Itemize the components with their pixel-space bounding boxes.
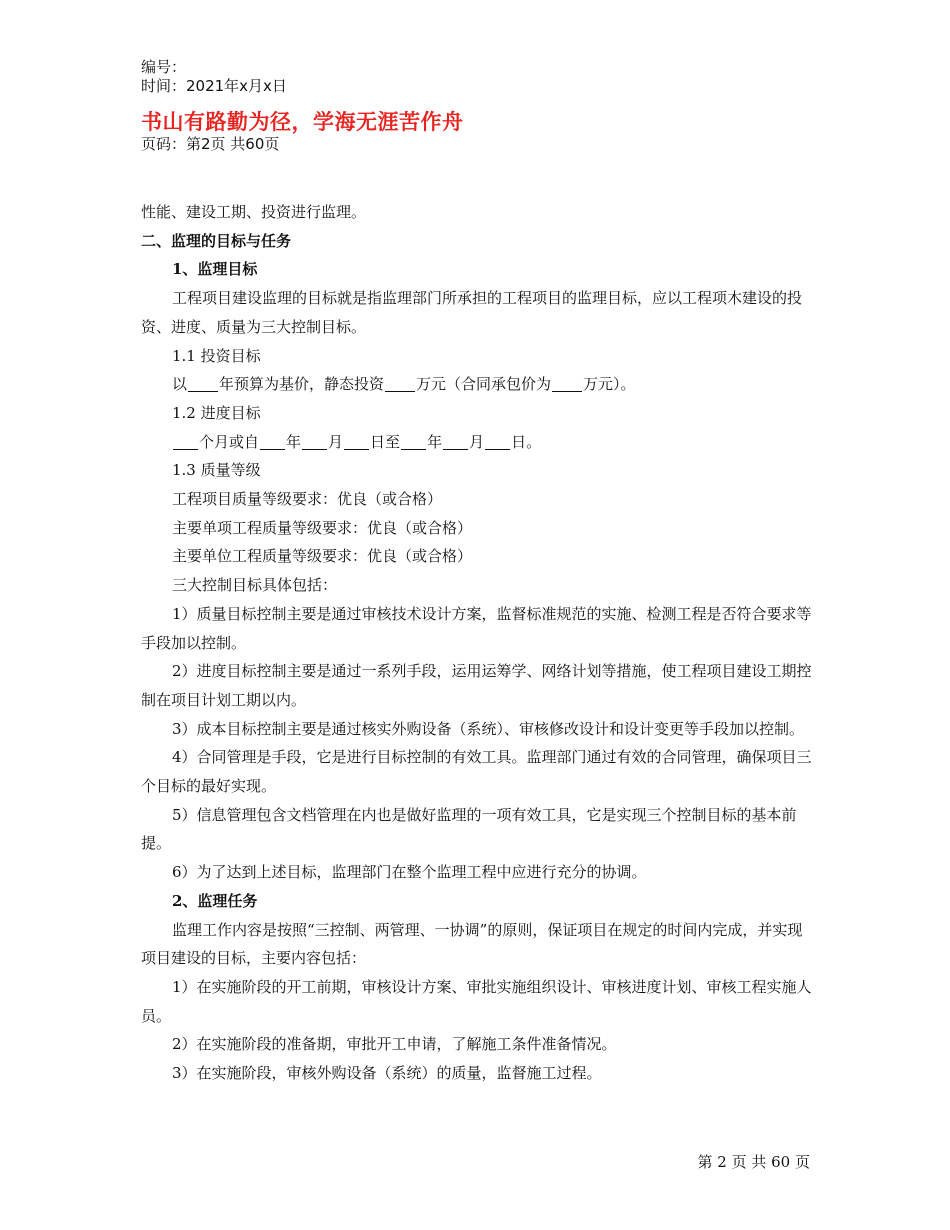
- list-item: 6）为了达到上述目标，监理部门在整个监理工程中应进行充分的协调。: [172, 863, 647, 882]
- fill-blank: [260, 433, 285, 450]
- document-number-label: 编号：: [141, 58, 187, 76]
- document-header: [141, 58, 821, 154]
- fill-blank: [401, 433, 426, 450]
- fill-blank: [344, 433, 369, 450]
- fill-blank: [173, 433, 198, 450]
- list-item: 2）进度目标控制主要是通过一系列手段，运用运筹学、网络计划等措施，使工程项目建设工期控制在项目计划工期以内。: [141, 662, 812, 709]
- document-body: [141, 198, 813, 1088]
- subsection-title: 1.1 投资目标: [172, 346, 261, 365]
- page-code-label: 页码：第2页 共60页: [141, 135, 280, 153]
- paragraph: 主要单项工程质量等级要求：优良（或合格）: [172, 518, 473, 537]
- fill-blank: [302, 433, 327, 450]
- list-item: 2）在实施阶段的准备期，审批开工申请，了解施工条件准备情况。: [172, 1035, 617, 1054]
- fill-blank: [443, 433, 468, 450]
- list-item: 1）质量目标控制主要是通过审核技术设计方案，监督标准规范的实施、检测工程是否符合要求等手段加以控制。: [141, 604, 812, 652]
- paragraph: 工程项目质量等级要求：优良（或合格）: [172, 490, 443, 509]
- list-item: 3）成本目标控制主要是通过核实外购设备（系统）、审核修改设计和设计变更等手段加以控制。: [172, 719, 805, 738]
- list-item: 3）在实施阶段，审核外购设备（系统）的质量，监督施工过程。: [172, 1064, 602, 1083]
- fill-blank: [485, 433, 510, 450]
- subsection-title: 1.3 质量等级: [172, 461, 261, 480]
- paragraph: 工程项目建设监理的目标就是指监理部门所承担的工程项目的监理目标，应以工程项木建设的投资、进度、质量为三大控制目标。: [141, 289, 803, 336]
- fill-blank: [188, 375, 218, 392]
- list-item: 1）在实施阶段的开工前期，审核设计方案、审批实施组织设计、审核进度计划、审核工程实施人员。: [141, 977, 812, 1025]
- schedule-target-line: 个月或自 年 月 日至 年 月 日。: [141, 428, 813, 457]
- document-time-label: 时间：2021年x月x日: [141, 77, 287, 95]
- list-item: 5）信息管理包含文档管理在内也是做好监理的一项有效工具，它是实现三个控制目标的基本前提。: [141, 805, 797, 853]
- subsection-heading: 2、监理任务: [172, 891, 258, 910]
- paragraph: 监理工作内容是按照“三控制、两管理、一协调”的原则，保证项目在规定的时间内完成，并实现项目建设的目标，主要内容包括：: [141, 920, 803, 968]
- subsection-heading: 1、监理目标: [172, 260, 258, 279]
- paragraph: 三大控制目标具体包括：: [172, 576, 338, 595]
- motto-heading: 书山有路勤为径，学海无涯苦作舟: [141, 109, 464, 134]
- paragraph: 主要单位工程质量等级要求：优良（或合格）: [172, 547, 473, 566]
- list-item: 4）合同管理是手段，它是进行目标控制的有效工具。监理部门通过有效的合同管理，确保项目三个目标的最好实现。: [141, 748, 812, 796]
- investment-target-line: 以 年预算为基价，静态投资 万元（合同承包价为 万元）。: [172, 375, 636, 394]
- section-heading: 二、监理的目标与任务: [141, 231, 292, 250]
- page-footer: 第 2 页 共 60 页: [697, 1153, 810, 1171]
- paragraph: 性能、建设工期、投资进行监理。: [141, 203, 367, 221]
- fill-blank: [552, 375, 582, 392]
- subsection-title: 1.2 进度目标: [172, 403, 261, 422]
- fill-blank: [385, 375, 415, 392]
